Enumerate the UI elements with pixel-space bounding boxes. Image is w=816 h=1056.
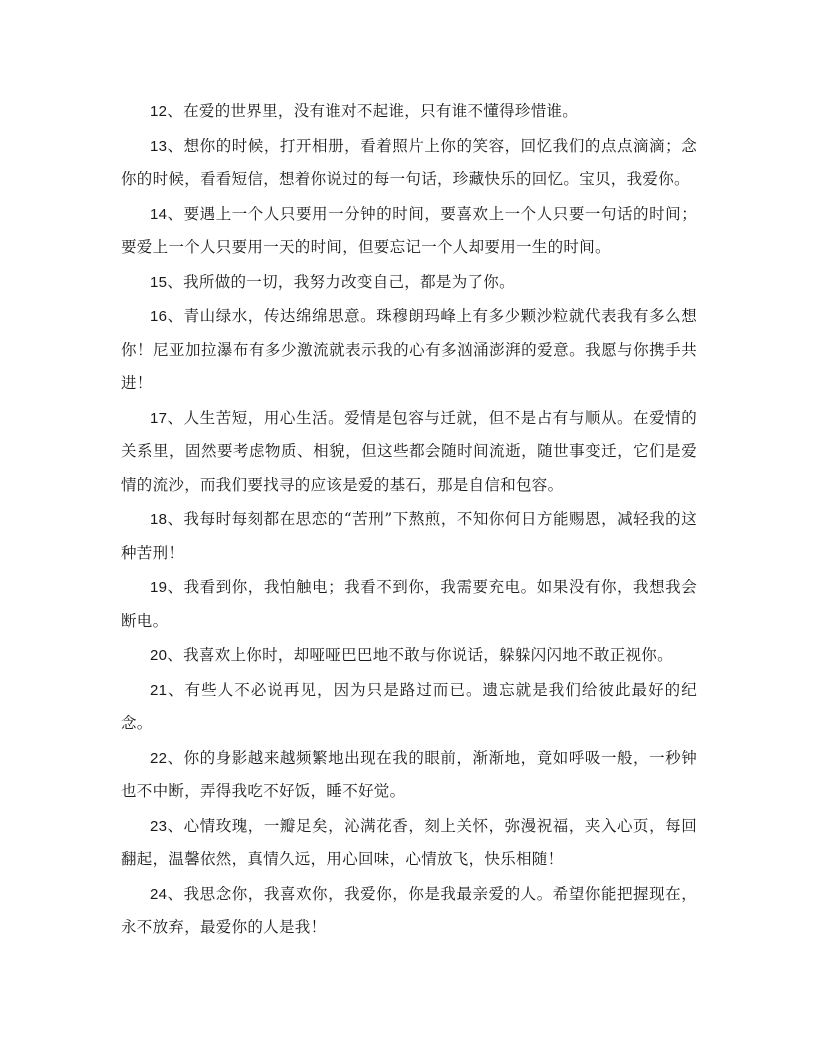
paragraph-20 [121, 639, 697, 673]
item-text: 、我所做的一切，我努力改变自己，都是为了你。 [167, 272, 515, 291]
paragraph-15 [121, 266, 697, 300]
item-number: 17 [150, 409, 168, 427]
item-number: 13 [150, 137, 168, 155]
item-number: 14 [150, 205, 168, 223]
item-number: 12 [150, 103, 168, 120]
item-text: 、我每时每刻都在思恋的“苦刑”下熬煎，不知你何日方能赐恩，减轻我的这种苦刑！ [121, 510, 697, 562]
paragraph-23 [121, 810, 697, 877]
item-number: 23 [150, 817, 168, 835]
item-text: 、我喜欢上你时，却哑哑巴巴地不敢与你说话，躲躲闪闪地不敢正视你。 [167, 646, 673, 664]
item-text: 、要遇上一个人只要用一分钟的时间，要喜欢上一个人只要一句话的时间；要爱上一个人只要用一天的时间，但要忘记一个人却要用一生的时间。 [121, 204, 697, 256]
paragraph-22 [121, 742, 697, 809]
paragraph-13 [121, 130, 697, 197]
item-number: 16 [150, 308, 168, 325]
paragraph-19 [121, 571, 697, 638]
item-text: 、我思念你，我喜欢你，我爱你，你是我最亲爱的人。希望你能把握现在，永不放弃，最爱你的人是我！ [121, 884, 697, 936]
item-text: 、青山绿水，传达绵绵思意。珠穆朗玛峰上有多少颗沙粒就代表我有多么想你！尼亚加拉瀑布有多少激流就表示我的心有多汹涌澎湃的爱意。我愿与你携手共进！ [121, 307, 697, 392]
item-number: 21 [150, 681, 168, 699]
paragraph-21 [121, 674, 697, 741]
paragraph-14 [121, 198, 697, 265]
paragraph-18 [121, 503, 697, 570]
item-text: 、有些人不必说再见，因为只是路过而已。遗忘就是我们给彼此最好的纪念。 [121, 680, 697, 732]
item-text: 、想你的时候，打开相册，看着照片上你的笑容，回忆我们的点点滴滴；念你的时候，看看短信，想着你说过的每一句话，珍藏快乐的回忆。宝贝，我爱你。 [121, 136, 697, 188]
item-number: 22 [150, 749, 168, 767]
item-text: 、人生苦短，用心生活。爱情是包容与迁就，但不是占有与顺从。在爱情的关系里，固然要考虑物质、相貌，但这些都会随时间流逝，随世事变迁，它们是爱情的流沙，而我们要找寻的应该是爱的基石，那是自信和包容。 [121, 408, 697, 494]
item-number: 15 [150, 273, 168, 291]
paragraph-16 [121, 300, 697, 401]
document-body [121, 95, 697, 946]
item-text: 、你的身影越来越频繁地出现在我的眼前，渐渐地，竟如呼吸一般，一秒钟也不中断，弄得我吃不好饭，睡不好觉。 [121, 748, 697, 800]
paragraph-17 [121, 402, 697, 503]
item-number: 24 [150, 885, 168, 903]
item-text: 、在爱的世界里，没有谁对不起谁，只有谁不懂得珍惜谁。 [167, 102, 579, 120]
item-number: 19 [150, 579, 168, 596]
item-text: 、心情玫瑰，一瓣足矣，沁满花香，刻上关怀，弥漫祝福，夹入心页，每回翻起，温馨依然，真情久远，用心回味，心情放飞，快乐相随！ [121, 816, 697, 868]
item-number: 18 [150, 511, 168, 528]
item-text: 、我看到你，我怕触电；我看不到你，我需要充电。如果没有你，我想我会断电。 [121, 578, 697, 630]
paragraph-12 [121, 95, 697, 129]
item-number: 20 [150, 647, 168, 664]
paragraph-24 [121, 878, 697, 945]
